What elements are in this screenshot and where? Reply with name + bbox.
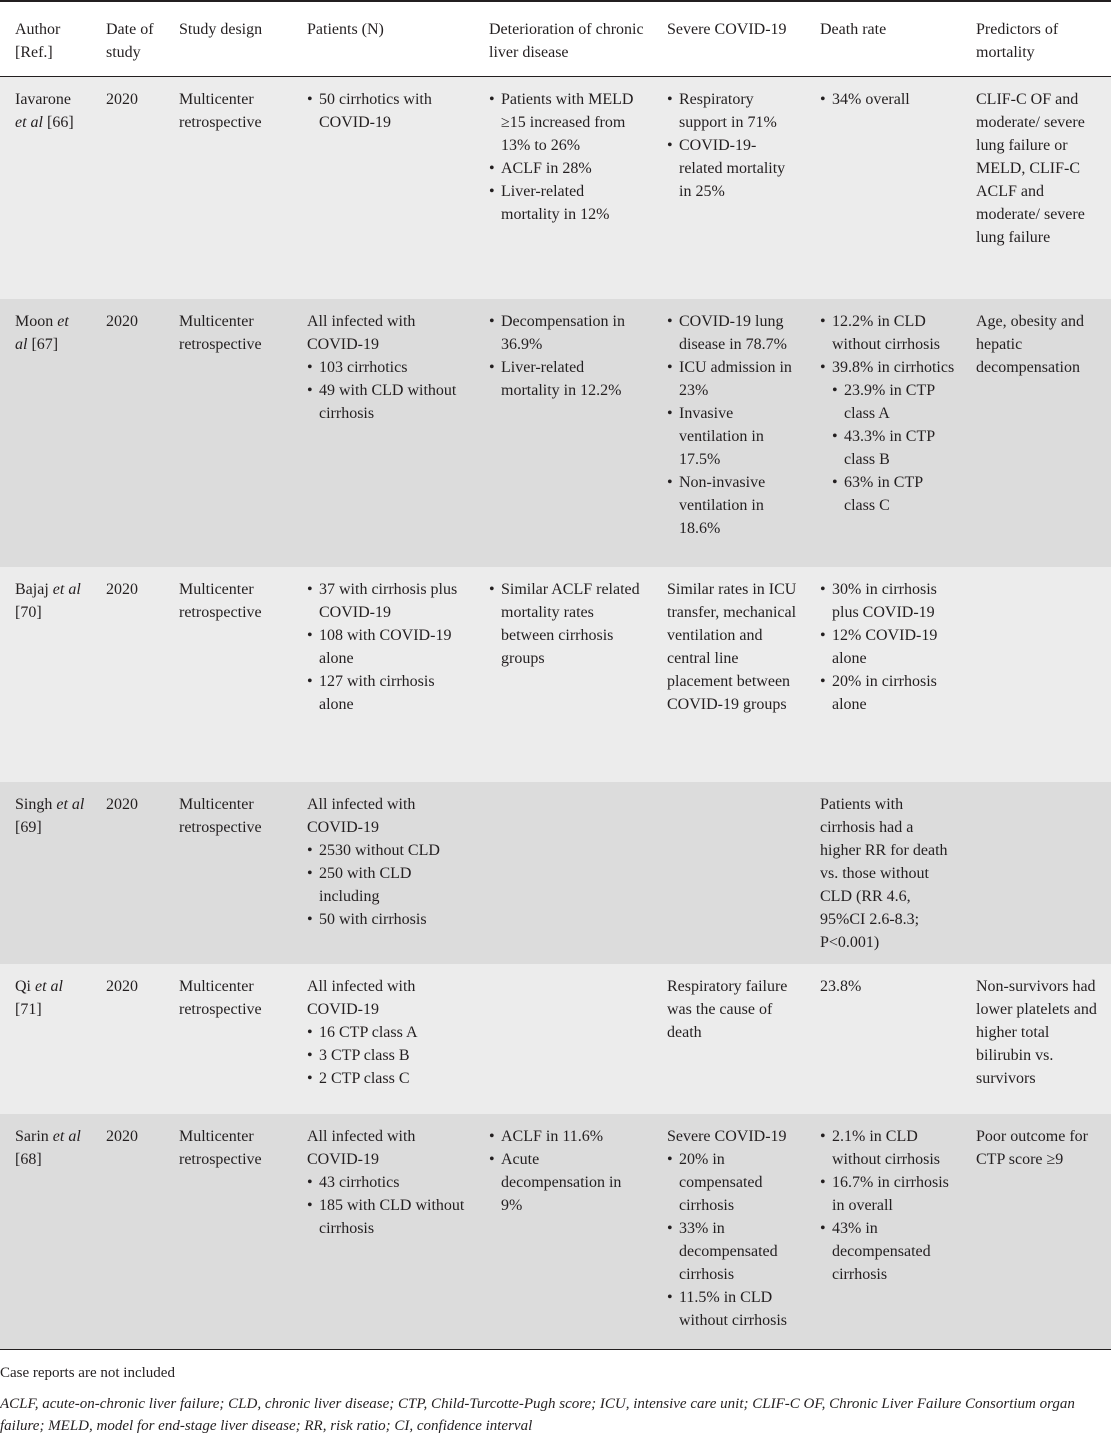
cell-author: Singh et al [69] — [0, 782, 91, 964]
cell-deterioration — [474, 782, 652, 964]
cell-patients — [292, 964, 474, 1114]
table-footnote: Case reports are not included — [0, 1365, 175, 1381]
header-death: Death rate — [805, 4, 961, 77]
list-item: • Liver-related mortality in 12% — [489, 180, 646, 226]
list-item: • 23.9% in CTP class A — [832, 379, 955, 425]
list-item: • COVID-19 lung disease in 78.7% — [667, 310, 799, 356]
list-item: • Acute decompensation in 9% — [489, 1148, 646, 1217]
list-item: • 250 with CLD including — [307, 862, 468, 908]
list-item: • 2.1% in CLD without cirrhosis — [820, 1125, 955, 1171]
cell-predictors: CLIF-C OF and moderate/ severe lung failure or MELD, CLIF-C ACLF and moderate/ severe lung failure — [961, 77, 1111, 299]
cell-severe: Similar rates in ICU transfer, mechanical ventilation and central line placement between COVID-19 groups — [652, 567, 805, 782]
studies-table — [0, 4, 1111, 1350]
list-item: • 16.7% in cirrhosis in overall — [820, 1171, 955, 1217]
cell-patients — [292, 782, 474, 964]
list-item: • 2 CTP class C — [307, 1067, 468, 1090]
cell-patients — [292, 567, 474, 782]
cell-death — [805, 567, 961, 782]
list-item: • 43 cirrhotics — [307, 1171, 468, 1194]
list-item: • 43.3% in CTP class B — [832, 425, 955, 471]
list-item: • 12% COVID-19 alone — [820, 624, 955, 670]
cell-patients — [292, 1114, 474, 1350]
header-predictors: Predictors of mortality — [961, 4, 1111, 77]
table-row — [0, 567, 1111, 782]
cell-predictors: Age, obesity and hepatic decompensation — [961, 299, 1111, 567]
list-item: • Patients with MELD ≥15 increased from 13% to 26% — [489, 88, 646, 157]
list-item: • 49 with CLD without cirrhosis — [307, 379, 468, 425]
cell-design: Multicenter retrospective — [164, 964, 292, 1114]
list-item: • 20% in cirrhosis alone — [820, 670, 955, 716]
cell-severe — [652, 1114, 805, 1350]
cell-date: 2020 — [91, 77, 164, 299]
cell-date: 2020 — [91, 964, 164, 1114]
cell-date: 2020 — [91, 1114, 164, 1350]
list-item: • 12.2% in CLD without cirrhosis — [820, 310, 955, 356]
table-row — [0, 77, 1111, 299]
cell-design: Multicenter retrospective — [164, 782, 292, 964]
list-item: • 103 cirrhotics — [307, 356, 468, 379]
list-item: • 34% overall — [820, 88, 955, 111]
abbreviations-note: ACLF, acute-on-chronic liver failure; CLD, chronic liver disease; CTP, Child-Turcotte-Pugh score; ICU, intensive care unit; CLIF-C OF, Chronic Liver Failure Consortium organ failure; MELD, model for end-stage liver disease; RR, risk ratio; CI, confidence interval — [0, 1396, 1075, 1434]
cell-predictors — [961, 782, 1111, 964]
cell-death: Patients with cirrhosis had a higher RR for death vs. those without CLD (RR 4.6, 95%CI 2.6-8.3; P<0.001) — [805, 782, 961, 964]
list-item: • 50 with cirrhosis — [307, 908, 468, 931]
list-item: • 20% in compensated cirrhosis — [667, 1148, 799, 1217]
list-item: • 3 CTP class B — [307, 1044, 468, 1067]
header-severe: Severe COVID-19 — [652, 4, 805, 77]
list-item: • 37 with cirrhosis plus COVID-19 — [307, 578, 468, 624]
table-row — [0, 299, 1111, 567]
list-item: • 185 with CLD without cirrhosis — [307, 1194, 468, 1240]
cell-author: Bajaj et al [70] — [0, 567, 91, 782]
cell-design: Multicenter retrospective — [164, 567, 292, 782]
patients-intro: All infected with COVID-19 — [307, 795, 416, 836]
list-item: • Liver-related mortality in 12.2% — [489, 356, 646, 402]
list-item: • 30% in cirrhosis plus COVID-19 — [820, 578, 955, 624]
table-row — [0, 782, 1111, 964]
cell-severe — [652, 782, 805, 964]
list-item: • 108 with COVID-19 alone — [307, 624, 468, 670]
cell-death — [805, 1114, 961, 1350]
header-deterioration: Deterioration of chronic liver disease — [474, 4, 652, 77]
list-item: • 11.5% in CLD without cirrhosis — [667, 1286, 799, 1332]
cell-design: Multicenter retrospective — [164, 1114, 292, 1350]
list-item: • Non-invasive ventilation in 18.6% — [667, 471, 799, 540]
header-design: Study design — [164, 4, 292, 77]
list-item: • ICU admission in 23% — [667, 356, 799, 402]
cell-design: Multicenter retrospective — [164, 299, 292, 567]
cell-death: 23.8% — [805, 964, 961, 1114]
patients-intro: All infected with COVID-19 — [307, 312, 416, 353]
list-item: • COVID-19-related mortality in 25% — [667, 134, 799, 203]
table-row — [0, 964, 1111, 1114]
list-item: • ACLF in 11.6% — [489, 1125, 646, 1148]
patients-intro: All infected with COVID-19 — [307, 977, 416, 1018]
header-patients: Patients (N) — [292, 4, 474, 77]
cell-deterioration — [474, 964, 652, 1114]
cell-patients — [292, 77, 474, 299]
list-item: • 127 with cirrhosis alone — [307, 670, 468, 716]
list-item: • Respiratory support in 71% — [667, 88, 799, 134]
cell-deterioration — [474, 299, 652, 567]
list-item: • 63% in CTP class C — [832, 471, 955, 517]
cell-date: 2020 — [91, 299, 164, 567]
header-date: Date of study — [91, 4, 164, 77]
cell-deterioration — [474, 567, 652, 782]
table-notes — [0, 1362, 1105, 1437]
cell-predictors: Poor outcome for CTP score ≥9 — [961, 1114, 1111, 1350]
cell-death — [805, 77, 961, 299]
list-item: • 16 CTP class A — [307, 1021, 468, 1044]
cell-severe: Respiratory failure was the cause of death — [652, 964, 805, 1114]
list-item: • Decompensation in 36.9% — [489, 310, 646, 356]
cell-author: Sarin et al [68] — [0, 1114, 91, 1350]
list-item: • 43% in decompensated cirrhosis — [820, 1217, 955, 1286]
cell-predictors — [961, 567, 1111, 782]
cell-author: Moon et al [67] — [0, 299, 91, 567]
cell-severe — [652, 299, 805, 567]
cell-design: Multicenter retrospective — [164, 77, 292, 299]
list-item: • 2530 without CLD — [307, 839, 468, 862]
list-item: • Invasive ventilation in 17.5% — [667, 402, 799, 471]
cell-patients — [292, 299, 474, 567]
table-top-rule — [0, 0, 1111, 2]
cell-deterioration — [474, 77, 652, 299]
table-header-row — [0, 4, 1111, 77]
list-item: • 33% in decompensated cirrhosis — [667, 1217, 799, 1286]
severe-intro: Severe COVID-19 — [667, 1127, 787, 1145]
patients-intro: All infected with COVID-19 — [307, 1127, 416, 1168]
cell-deterioration — [474, 1114, 652, 1350]
cell-author: Qi et al [71] — [0, 964, 91, 1114]
cell-severe — [652, 77, 805, 299]
cell-date: 2020 — [91, 567, 164, 782]
list-item: • ACLF in 28% — [489, 157, 646, 180]
list-item: • 50 cirrhotics with COVID-19 — [307, 88, 468, 134]
table-row — [0, 1114, 1111, 1350]
list-item: • Similar ACLF related mortality rates between cirrhosis groups — [489, 578, 646, 670]
list-item: • 39.8% in cirrhotics • 23.9% in CTP class A • 43.3% in CTP class B • 63% in CTP class C — [820, 356, 955, 517]
cell-date: 2020 — [91, 782, 164, 964]
cell-predictors: Non-survivors had lower platelets and higher total bilirubin vs. survivors — [961, 964, 1111, 1114]
cell-death — [805, 299, 961, 567]
header-author: Author [Ref.] — [0, 4, 91, 77]
cell-author: Iavarone et al [66] — [0, 77, 91, 299]
